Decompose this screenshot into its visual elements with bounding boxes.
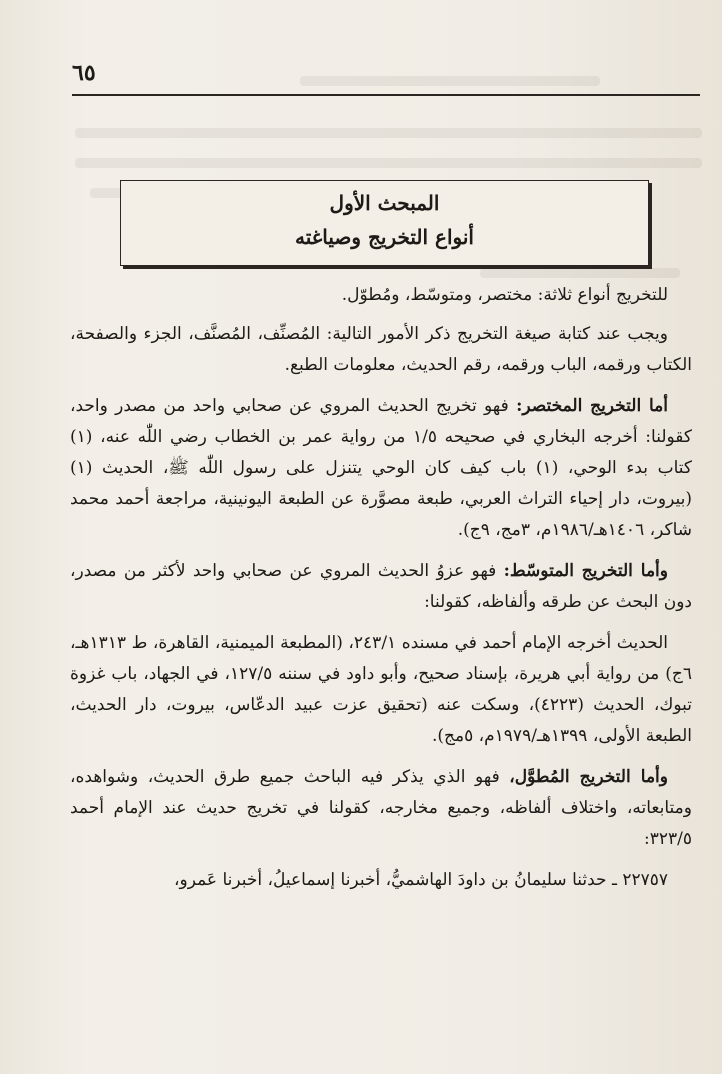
bleed-through [480,268,680,278]
page-body [70,280,692,904]
header-rule [72,94,700,96]
paragraph [70,319,692,381]
paragraph-text: ٢٢٧٥٧ ـ حدثنا سليمانُ بن داودَ الهاشميُّ، أخبرنا إسماعيلُ، أخبرنا عَمرو، [174,870,668,890]
bleed-through [75,158,702,168]
page-number: ٦٥ [72,60,96,86]
section-title-box [120,180,649,266]
paragraph-lead: وأما التخريج المتوسّط: [503,561,668,581]
paragraph-lead: وأما التخريج المُطوَّل، [509,767,668,787]
bleed-through [300,76,600,86]
paragraph-text: فهو تخريج الحديث المروي عن صحابي واحد من مصدر واحد، كقولنا: أخرجه البخاري في صحيحه ١/٥ من رواية عمر بن الخطاب رضي اللّٰه عنه، (١) كتاب بدء الوحي، (١) باب كيف كان الوحي يتنزل على رسول اللّٰه ﷺ، الحديث (١) (بيروت، دار إحياء التراث العربي، طبعة مصوَّرة عن الطبعة اليونينية، مراجعة أحمد محمد شاكر، ١٤٠٦هـ/١٩٨٦م، ٣مج، ٩ج). [70,396,692,540]
paragraph-text: الحديث أخرجه الإمام أحمد في مسنده ٢٤٣/١، (المطبعة الميمنية، القاهرة، ط ١٣١٣هـ، ٦ج) من رواية أبي هريرة، بإسناد صحيح، وأبو داود في سننه ١٢٧/٥، في الجهاد، باب غزوة تبوك، الحديث (٤٢٢٣)، وسكت عنه (تحقيق عزت عبيد الدعّاس، بيروت، دار الحديث، الطبعة الأولى، ١٣٩٩هـ/١٩٧٩م، ٥مج). [70,633,692,746]
paragraph [70,391,692,546]
paragraph [70,865,692,896]
paragraph [70,762,692,855]
paragraph [70,556,692,618]
section-subtitle: أنواع التخريج وصياغته [295,225,474,249]
paragraph [70,280,692,311]
section-title: المبحث الأول [329,191,440,215]
paragraph-text: ويجب عند كتابة صيغة التخريج ذكر الأمور التالية: المُصنِّف، المُصنَّف، الجزء والصفحة، الكتاب ورقمه، الباب ورقمه، رقم الحديث، معلومات الطبع. [70,324,692,375]
paragraph-text: فهو الذي يذكر فيه الباحث جميع طرق الحديث، وشواهده، ومتابعاته، واختلاف ألفاظه، وجميع مخارجه، كقولنا في تخريج حديث عند الإمام أحمد ٣٢٣/٥: [70,767,692,849]
paragraph-lead: أما التخريج المختصر: [516,396,668,416]
paragraph [70,628,692,752]
paragraph-text: للتخريج أنواع ثلاثة: مختصر، ومتوسّط، ومُطوّل. [341,285,668,305]
paragraph-text: فهو عزوُ الحديث المروي عن صحابي واحد لأكثر من مصدر، دون البحث عن طرقه وألفاظه، كقولنا: [70,561,692,612]
bleed-through [75,128,702,138]
